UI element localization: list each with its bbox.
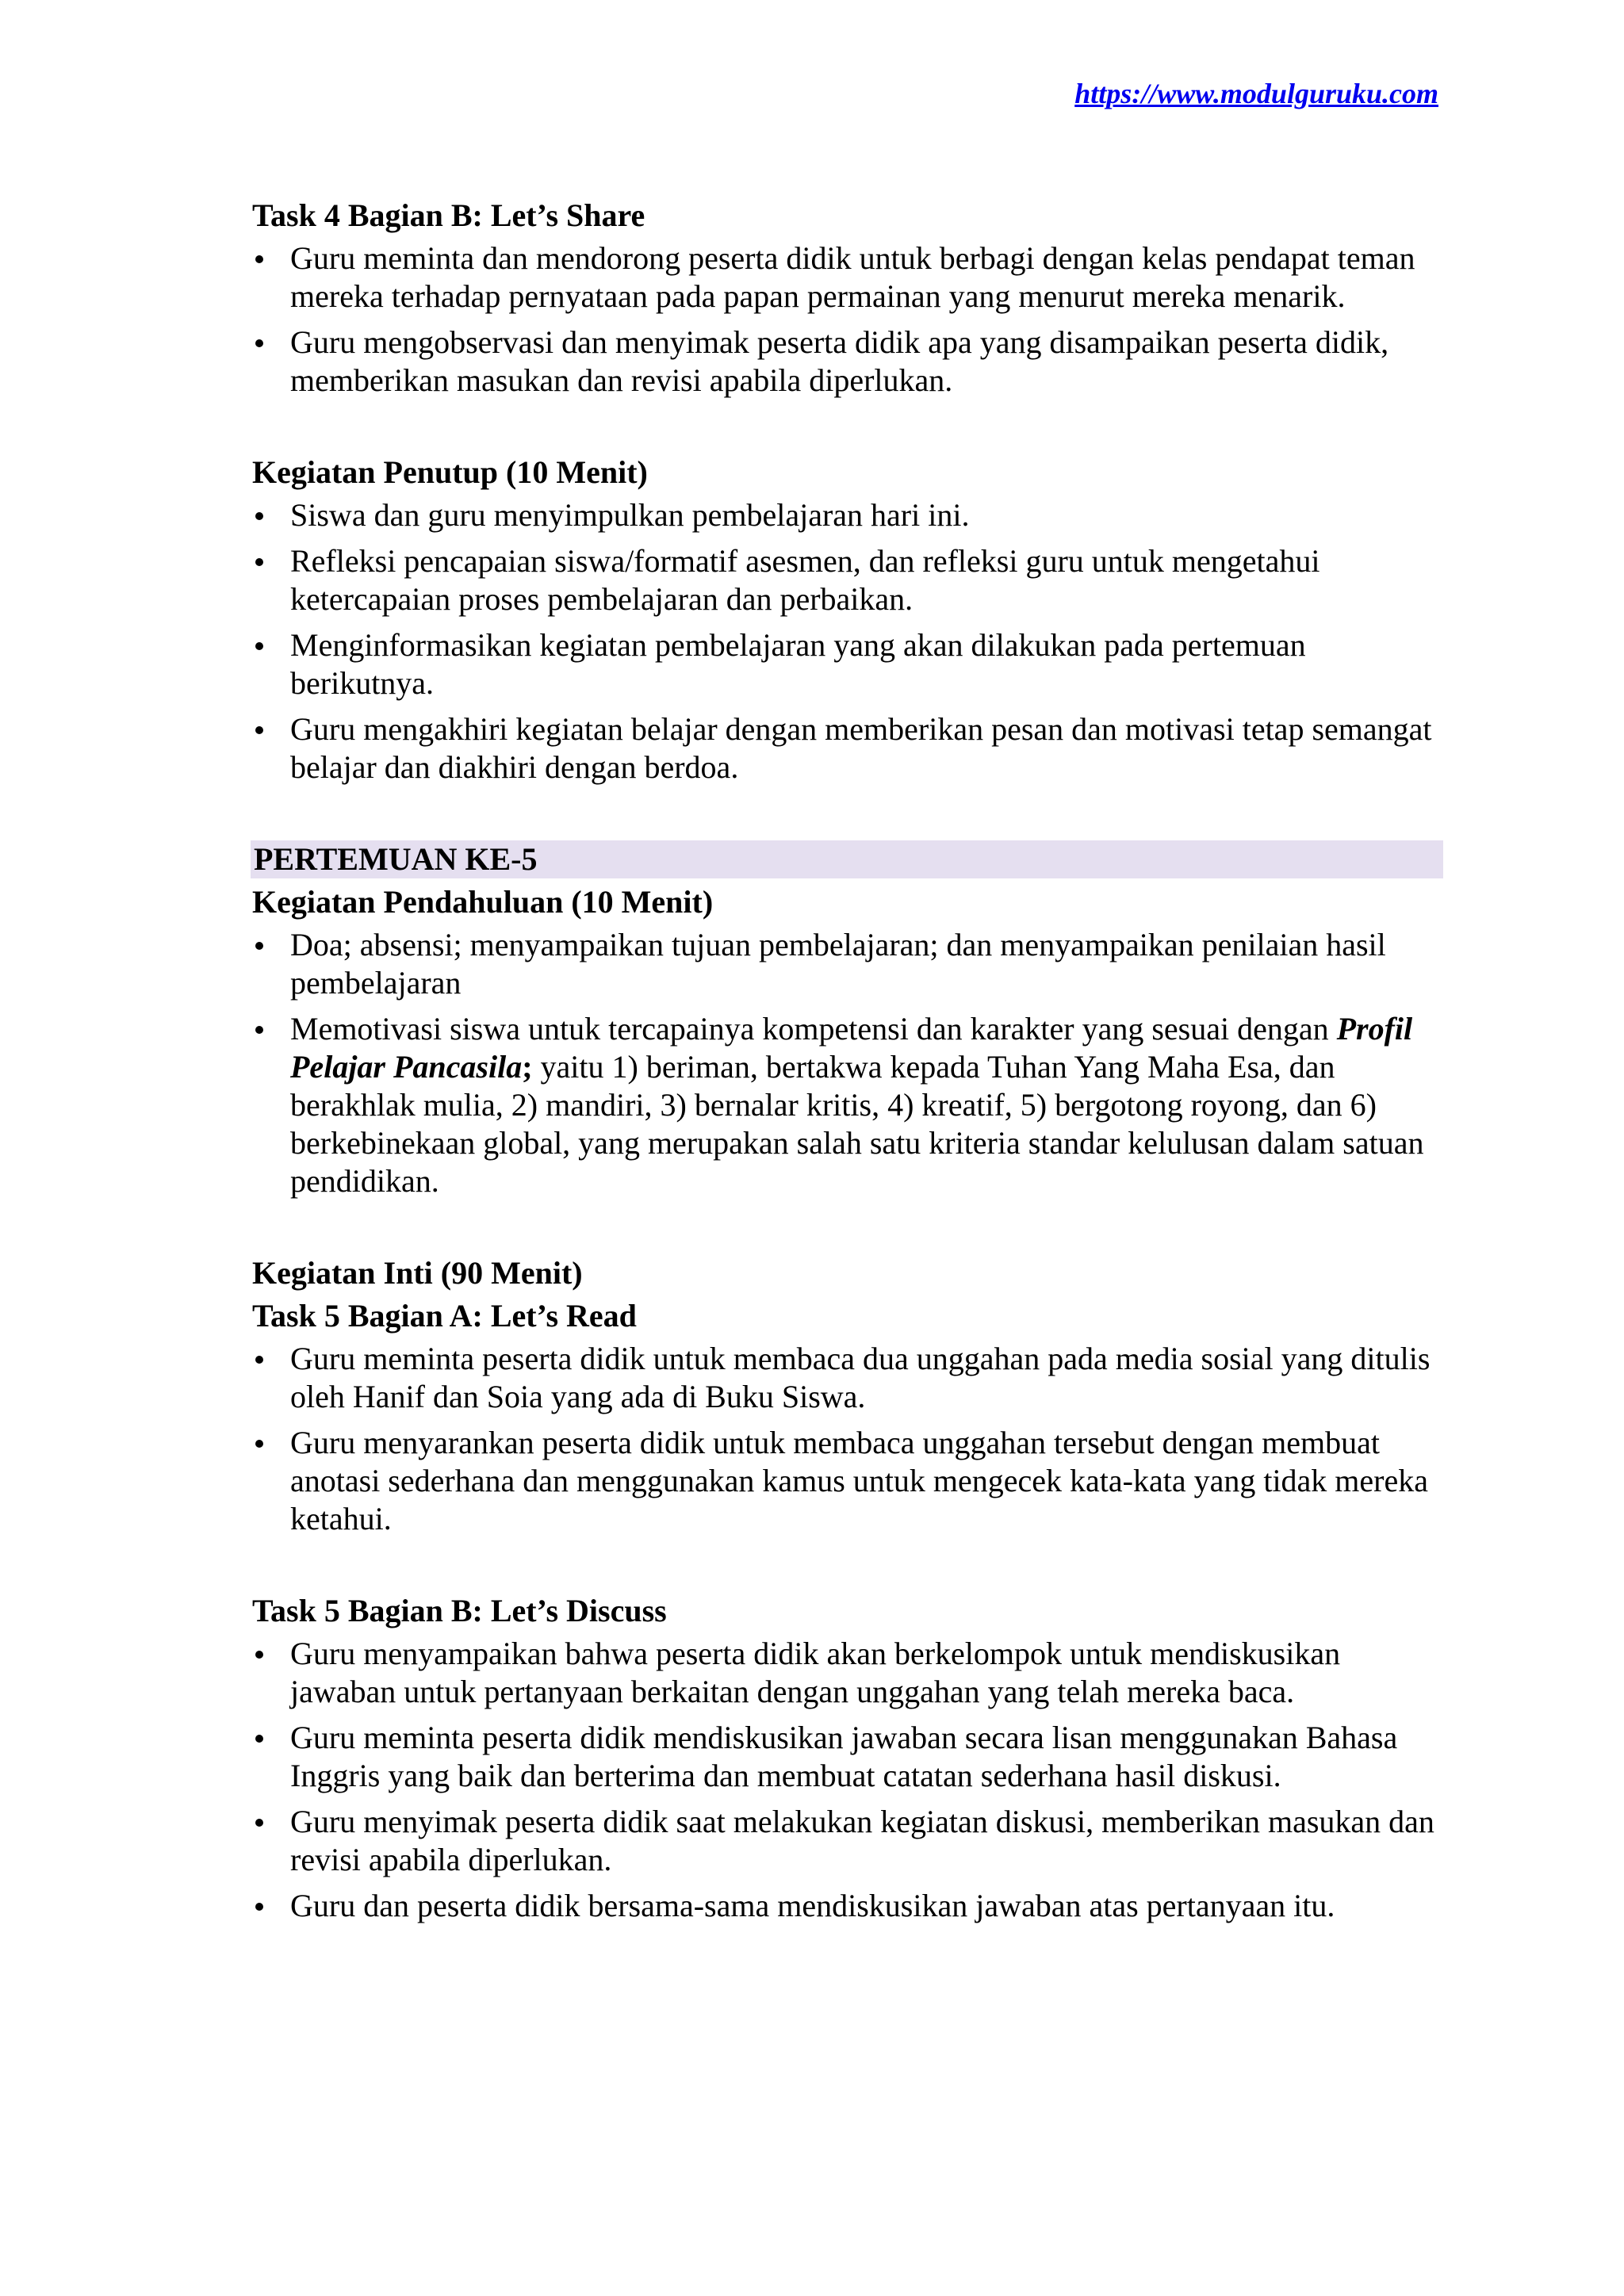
list-item: Guru menyampaikan bahwa peserta didik akan berkelompok untuk mendiskusikan jawaban untuk pertanyaan berkaitan dengan unggahan yang telah mereka baca.: [252, 1635, 1438, 1711]
heading-pertemuan: PERTEMUAN KE-5: [251, 840, 1443, 878]
bullet-icon: [255, 642, 263, 650]
list-item: Refleksi pencapaian siswa/formatif asesmen, dan refleksi guru untuk mengetahui ketercapaian proses pembelajaran dan perbaikan.: [252, 542, 1438, 618]
profil-pelajar-pancasila-text: Profil Pelajar Pancasila: [290, 1011, 1413, 1085]
heading-inti: Kegiatan Inti (90 Menit): [252, 1255, 583, 1291]
bullet-icon: [255, 1903, 263, 1911]
list-task4b: [252, 239, 1438, 400]
bullet-icon: [255, 726, 263, 734]
bullet-icon: [255, 1026, 263, 1034]
heading-task5b: Task 5 Bagian B: Let’s Discuss: [252, 1593, 667, 1628]
bullet-icon: [255, 339, 263, 347]
list-item: Guru meminta peserta didik mendiskusikan jawaban secara lisan menggunakan Bahasa Inggris yang baik dan berterima dan membuat catatan sederhana hasil diskusi.: [252, 1719, 1438, 1795]
heading-task5a: Task 5 Bagian A: Let’s Read: [252, 1298, 637, 1334]
bullet-icon: [255, 1356, 263, 1364]
header-website-link[interactable]: https://www.modulguruku.com: [1074, 78, 1438, 109]
heading-pendahuluan: Kegiatan Pendahuluan (10 Menit): [252, 884, 714, 920]
list-item: Guru meminta dan mendorong peserta didik untuk berbagi dengan kelas pendapat teman mereka terhadap pernyataan pada papan permainan yang menurut mereka menarik.: [252, 239, 1438, 316]
bullet-icon: [255, 255, 263, 263]
list-pendahuluan: [252, 926, 1438, 1200]
heading-penutup: Kegiatan Penutup (10 Menit): [252, 454, 648, 490]
bullet-icon: [255, 1819, 263, 1827]
list-item: Doa; absensi; menyampaikan tujuan pembelajaran; dan menyampaikan penilaian hasil pembelajaran: [252, 926, 1438, 1002]
list-item: Guru dan peserta didik bersama-sama mendiskusikan jawaban atas pertanyaan itu.: [252, 1887, 1438, 1925]
list-item: Guru menyarankan peserta didik untuk membaca unggahan tersebut dengan membuat anotasi sederhana dan menggunakan kamus untuk mengecek kata-kata yang tidak mereka ketahui.: [252, 1424, 1438, 1538]
bullet-icon: [255, 1735, 263, 1743]
document-content: [252, 197, 1438, 1933]
section-inti: [252, 1254, 1438, 1538]
section-pertemuan-5: [252, 840, 1438, 1200]
bullet-icon: [255, 558, 263, 566]
list-task5b: [252, 1635, 1438, 1925]
section-task4b: [252, 197, 1438, 400]
list-item: Guru mengobservasi dan menyimak peserta didik apa yang disampaikan peserta didik, memberikan masukan dan revisi apabila diperlukan.: [252, 323, 1438, 400]
list-item: Guru menyimak peserta didik saat melakukan kegiatan diskusi, memberikan masukan dan revisi apabila diperlukan.: [252, 1803, 1438, 1879]
bullet-icon: [255, 512, 263, 520]
section-task5b: [252, 1592, 1438, 1925]
section-penutup: [252, 453, 1438, 786]
list-item: Siswa dan guru menyimpulkan pembelajaran hari ini.: [252, 496, 1438, 534]
bullet-icon: [255, 1440, 263, 1448]
bullet-icon: [255, 1651, 263, 1659]
list-task5a: [252, 1340, 1438, 1538]
bullet-icon: [255, 942, 263, 950]
list-item: Menginformasikan kegiatan pembelajaran yang akan dilakukan pada pertemuan berikutnya.: [252, 626, 1438, 702]
list-item: Memotivasi siswa untuk tercapainya kompetensi dan karakter yang sesuai dengan Profil Pelajar Pancasila; yaitu 1) beriman, bertakwa kepada Tuhan Yang Maha Esa, dan berakhlak mulia, 2) mandiri, 3) bernalar kritis, 4) kreatif, 5) bergotong royong, dan 6) berkebinekaan global, yang merupakan salah satu kriteria standar kelulusan dalam satuan pendidikan.: [252, 1010, 1438, 1200]
list-penutup: [252, 496, 1438, 786]
heading-task4b: Task 4 Bagian B: Let’s Share: [252, 197, 645, 233]
list-item: Guru meminta peserta didik untuk membaca dua unggahan pada media sosial yang ditulis oleh Hanif dan Soia yang ada di Buku Siswa.: [252, 1340, 1438, 1416]
list-item: Guru mengakhiri kegiatan belajar dengan memberikan pesan dan motivasi tetap semangat belajar dan diakhiri dengan berdoa.: [252, 710, 1438, 786]
